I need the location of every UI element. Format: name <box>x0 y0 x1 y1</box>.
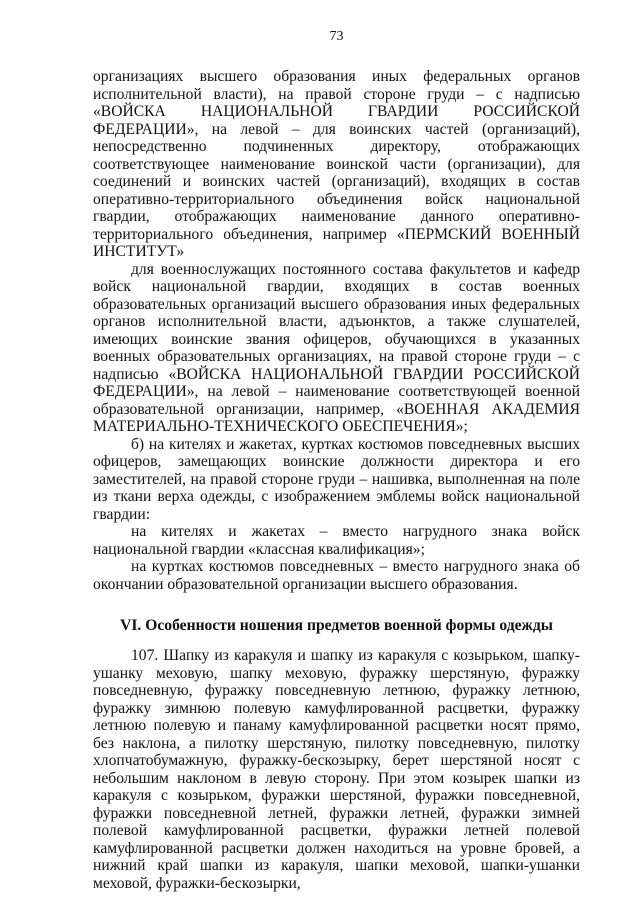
paragraph-permanent-staff: для военнослужащих постоянного состава факультетов и кафедр войск национальной гвардии, входящих в состав военных образовательных организаций высшего образования иных федеральных органов исполнительной власти, адъюнктов, а также слушателей, имеющих воинские звания офицеров, обучающихся в указанных военных образовательных организациях, на правой стороне груди – с надписью «ВОЙСКА НАЦИОНАЛЬНОЙ ГВАРДИИ РОССИЙСКОЙ ФЕДЕРАЦИИ», на левой – наименование соответствующей военной образовательной организации, например, «ВОЕННАЯ АКАДЕМИЯ МАТЕРИАЛЬНО-ТЕХНИЧЕСКОГО ОБЕСПЕЧЕНИЯ»; <box>93 260 580 435</box>
paragraph-casual-jackets: на куртках костюмов повседневных – вместо нагрудного знака об окончании образовательной организации высшего образования. <box>93 558 580 593</box>
section-heading: VI. Особенности ношения предметов военной формы одежды <box>120 617 553 634</box>
paragraph-b-jackets: б) на кителях и жакетах, куртках костюмов повседневных высших офицеров, замещающих воинские должности директора и его заместителей, на правой стороне груди – нашивка, выполненная на поле из ткани верха одежды, с изображением эмблемы войск национальной гвардии: <box>93 435 580 523</box>
page-number: 73 <box>329 29 344 44</box>
paragraph-organizations: организациях высшего образования иных федеральных органов исполнительной власти), на правой стороне груди – с надписью «ВОЙСКА НАЦИОНАЛЬНОЙ ГВАРДИИ РОССИЙСКОЙ ФЕДЕРАЦИИ», на левой – для воинских частей (организаций), непосредственно подчиненных директору, отображающих соответствующее наименование воинской части (организации), для соединений и воинских частей (организаций), входящих в состав оперативно-территориального объединения войск национальной гвардии, отображающих наименование данного оперативно-территориального объединения, например «ПЕРМСКИЙ ВОЕННЫЙ ИНСТИТУТ» <box>93 68 580 260</box>
paragraph-107: 107. Шапку из каракуля и шапку из каракуля с козырьком, шапку-ушанку меховую, шапку меховую, фуражку шерстяную, фуражку повседневную, фуражку повседневную летнюю, фуражку летнюю, фуражку зимнюю полевую камуфлированной расцветки, фуражку летнюю полевую и панаму камуфлированной расцветки носят прямо, без наклона, а пилотку шерстяную, пилотку повседневную, пилотку хлопчатобумажную, фуражку-бескозырку, берет шерстяной носят с небольшим наклоном в левую сторону. При этом козырек шапки из каракуля с козырьком, фуражки шерстяной, фуражки повседневной, фуражки повседневной летней, фуражки летней, фуражки зимней полевой камуфлированной расцветки, фуражки летней полевой камуфлированной расцветки должен находиться на уровне бровей, а нижний край шапки из каракуля, шапки меховой, шапки-ушанки меховой, фуражки-бескозырки, <box>93 647 580 892</box>
document-body <box>93 68 580 892</box>
paragraph-kitels: на кителях и жакетах – вместо нагрудного знака войск национальной гвардии «классная квалификация»; <box>93 523 580 558</box>
